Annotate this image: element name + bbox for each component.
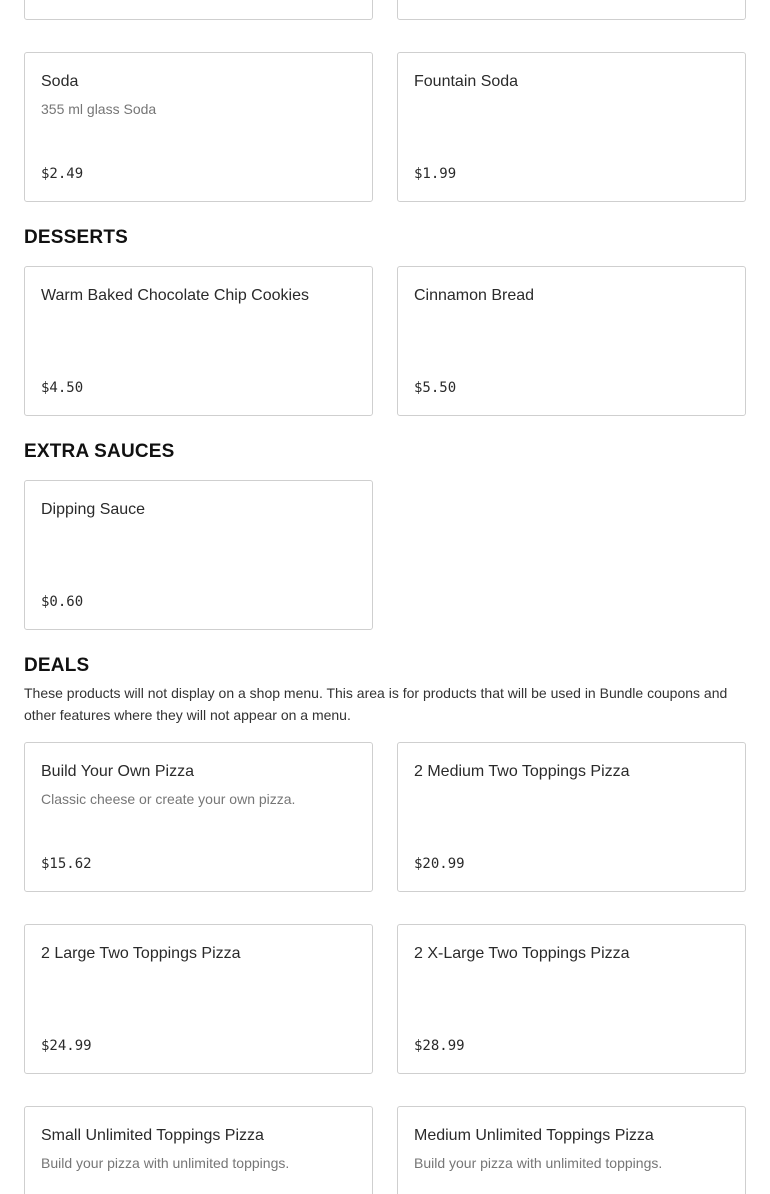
item-description: Build your pizza with unlimited toppings. [41,1155,290,1171]
menu-item-card-cookies[interactable] [24,266,373,416]
item-description: Classic cheese or create your own pizza. [41,791,296,807]
section-title-deals: DEALS [24,655,90,676]
item-price: $5.50 [414,380,457,396]
menu-item-card-2-xlarge-two-toppings[interactable] [397,924,746,1074]
item-price: $28.99 [414,1038,465,1054]
menu-item-card-small-unlimited-toppings[interactable] [24,1106,373,1194]
item-name: Warm Baked Chocolate Chip Cookies [41,287,309,304]
item-name: Small Unlimited Toppings Pizza [41,1127,264,1144]
item-name: 2 Large Two Toppings Pizza [41,945,241,962]
item-name: Fountain Soda [414,73,519,90]
item-description: Build your pizza with unlimited toppings. [414,1155,663,1171]
menu-item-card[interactable] [397,0,746,20]
item-name: Cinnamon Bread [414,287,535,304]
section-title-desserts: DESSERTS [24,227,129,248]
menu-item-card-dipping-sauce[interactable] [24,480,373,630]
item-description: 355 ml glass Soda [41,101,157,117]
section-title-extra-sauces: EXTRA SAUCES [24,441,175,462]
menu-item-card-build-your-own-pizza[interactable] [24,742,373,892]
section-description-deals: These products will not display on a shop menu. This area is for products that will be used in Bundle coupons and other features where they will not appear on a menu. [24,685,728,723]
item-name: Medium Unlimited Toppings Pizza [414,1127,654,1144]
menu-item-card-cinnamon-bread[interactable] [397,266,746,416]
item-price: $4.50 [41,380,84,396]
item-price: $24.99 [41,1038,92,1054]
menu-item-card-medium-unlimited-toppings[interactable] [397,1106,746,1194]
menu-item-card-fountain-soda[interactable] [397,52,746,202]
item-name: 2 X-Large Two Toppings Pizza [414,945,630,962]
item-name: Dipping Sauce [41,501,146,518]
menu-item-card-soda[interactable] [24,52,373,202]
item-price: $15.62 [41,856,92,872]
item-price: $0.60 [41,594,84,610]
item-price: $1.99 [414,166,457,182]
menu-item-card-2-medium-two-toppings[interactable] [397,742,746,892]
item-price: $20.99 [414,856,465,872]
menu-item-card-2-large-two-toppings[interactable] [24,924,373,1074]
item-name: 2 Medium Two Toppings Pizza [414,763,630,780]
menu-item-card[interactable] [24,0,373,20]
item-price: $2.49 [41,166,84,182]
item-name: Soda [41,73,79,90]
item-name: Build Your Own Pizza [41,763,194,780]
